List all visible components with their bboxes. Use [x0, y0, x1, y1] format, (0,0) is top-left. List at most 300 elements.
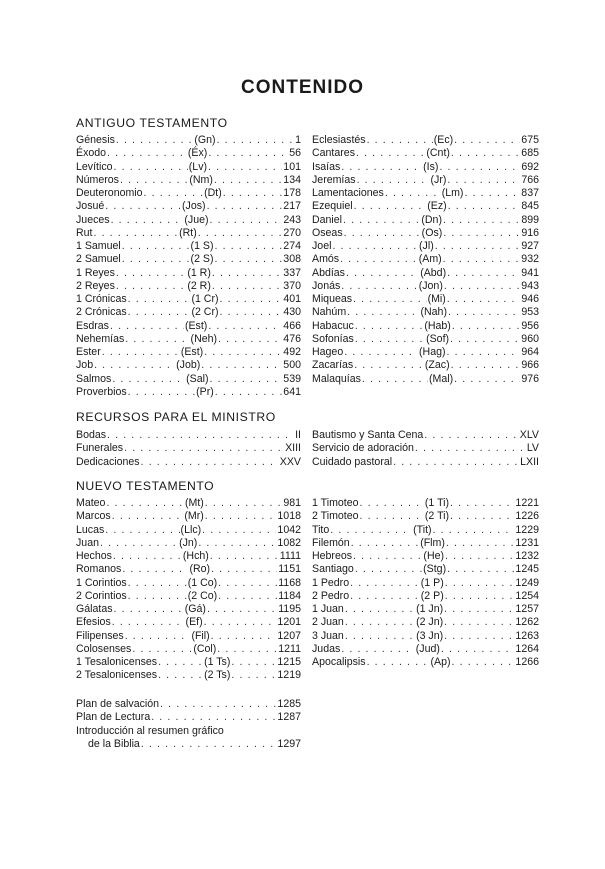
entry-abbreviation: (Jl) [419, 240, 434, 252]
dot-leader [347, 306, 419, 319]
entry-abbreviation: (Llc) [180, 523, 202, 536]
entry-name: Filipenses [76, 629, 124, 642]
dot-leader [354, 359, 424, 372]
entry-name: Miqueas [312, 293, 353, 305]
entry-abbreviation: (Fil) [191, 629, 210, 642]
dot-leader [341, 280, 417, 293]
dot-leader [345, 616, 415, 629]
dot-leader [110, 320, 184, 333]
dot-leader [210, 373, 283, 386]
entry-name: Isaías [312, 160, 341, 173]
old-testament-entry [76, 147, 301, 160]
old-testament-entry [76, 161, 301, 174]
dot-leader [447, 563, 514, 576]
new-testament-entry [312, 643, 539, 656]
entry-name: Marcos [76, 510, 111, 523]
entry-name: Dedicaciones [76, 455, 140, 468]
dot-leader [231, 669, 276, 682]
entry-abbreviation: (Mi) [427, 293, 446, 305]
entry-page: 960 [521, 332, 539, 345]
resource-entry [76, 456, 301, 469]
dot-leader [445, 590, 515, 603]
old-testament-entry [312, 147, 539, 160]
new-testament-entry [76, 510, 301, 523]
entry-page: 1018 [277, 510, 301, 523]
entry-name: Ester [76, 346, 101, 358]
dot-leader [125, 333, 189, 346]
entry-page: 1232 [515, 550, 539, 562]
entry-abbreviation: (2 P) [420, 589, 444, 602]
dot-leader [341, 643, 415, 656]
entry-abbreviation: (Mr) [184, 510, 204, 523]
entry-name: de la Biblia [88, 737, 140, 750]
entry-abbreviation: (Ap) [430, 656, 451, 668]
entry-page: 837 [521, 187, 539, 199]
dot-leader [122, 253, 190, 266]
entry-page: 430 [283, 306, 301, 319]
old-testament-entry [312, 253, 539, 266]
old-testament-entry [76, 320, 301, 333]
dot-leader [360, 510, 424, 523]
resource-entry [76, 429, 301, 442]
dot-leader [353, 550, 422, 563]
entry-page: 966 [521, 359, 539, 372]
dot-leader [447, 267, 520, 280]
entry-page: 1082 [277, 536, 301, 549]
entry-name: 1 Corintios [76, 576, 127, 589]
old-testament-entry [76, 200, 301, 213]
dot-leader [122, 240, 190, 253]
dot-leader [415, 442, 526, 455]
dot-leader [210, 550, 279, 563]
entry-page: 916 [521, 226, 539, 239]
entry-abbreviation: (Zac) [424, 359, 450, 372]
entry-name: Gálatas [76, 603, 113, 615]
entry-page: 1207 [277, 629, 301, 642]
dot-leader [220, 306, 283, 319]
old-testament-entry [312, 134, 539, 147]
entry-name: 2 Reyes [76, 279, 115, 292]
entry-page: 956 [521, 319, 539, 332]
entry-abbreviation: (Flm) [420, 536, 445, 549]
dot-leader [160, 698, 276, 711]
entry-page: 1226 [515, 510, 539, 523]
dot-leader [211, 563, 277, 576]
new-testament-entry [312, 630, 539, 643]
resource-entry [76, 442, 301, 455]
entry-name: Hageo [312, 346, 344, 358]
entry-page: XIII [285, 442, 301, 455]
entry-page: 1219 [277, 669, 301, 682]
dot-leader [107, 147, 187, 160]
entry-page: 1215 [277, 656, 301, 668]
old-testament-entry [312, 187, 539, 200]
entry-abbreviation: (1 Ts) [204, 656, 231, 668]
entry-page: 1042 [277, 523, 301, 536]
entry-abbreviation: (Pr) [196, 385, 214, 398]
old-testament-entry [312, 240, 539, 253]
entry-abbreviation: (Ef) [185, 616, 203, 629]
entry-name: Amós [312, 253, 340, 266]
dot-leader [332, 240, 418, 253]
entry-abbreviation: (Hab) [424, 319, 451, 332]
dot-leader [451, 359, 521, 372]
entry-abbreviation: (Dt) [204, 187, 222, 199]
entry-page: 370 [283, 279, 301, 292]
entry-name: 2 Pedro [312, 589, 350, 602]
entry-page: 1151 [278, 563, 301, 576]
entry-name: Hebreos [312, 550, 353, 562]
old-testament-entry [76, 240, 301, 253]
dot-leader [223, 187, 283, 200]
dot-leader [444, 616, 514, 629]
entry-abbreviation: (1 Ti) [424, 497, 450, 509]
entry-page: 1287 [277, 711, 301, 724]
entry-page: 274 [283, 240, 301, 252]
entry-abbreviation: (Mt) [184, 497, 204, 509]
entry-page: 981 [283, 497, 301, 509]
dot-leader [444, 280, 520, 293]
dot-leader [353, 293, 427, 306]
dot-leader [452, 656, 515, 669]
dot-leader [344, 227, 421, 240]
entry-abbreviation: (Am) [418, 253, 442, 266]
dot-leader [208, 147, 288, 160]
dot-leader [215, 386, 283, 399]
entry-page: 1285 [277, 698, 301, 710]
dot-leader [444, 603, 514, 616]
dot-leader [128, 590, 187, 603]
resource-entry [312, 456, 539, 469]
entry-abbreviation: (Jud) [415, 642, 440, 655]
entry-page: 308 [283, 253, 301, 266]
dot-leader [158, 669, 203, 682]
dot-leader [330, 524, 412, 537]
dot-leader [454, 134, 520, 147]
new-testament-entry [312, 563, 539, 576]
dot-leader [344, 346, 418, 359]
entry-name: 2 Tesalonicenses [76, 669, 158, 682]
old-testament-entry [76, 373, 301, 386]
entry-abbreviation: (Éx) [187, 147, 208, 160]
old-testament-entry [312, 227, 539, 240]
entry-page: 466 [283, 319, 301, 332]
entry-abbreviation: (Est) [180, 346, 204, 358]
entry-page: 899 [521, 213, 539, 226]
entry-abbreviation: (Neh) [190, 332, 218, 345]
dot-leader [120, 174, 188, 187]
entry-page: 845 [521, 200, 539, 213]
entry-name: Joel [312, 240, 332, 252]
entry-name: Daniel [312, 213, 343, 226]
entry-page: 56 [289, 147, 301, 160]
dot-leader [341, 161, 422, 174]
dot-leader [343, 214, 420, 227]
entry-name: 1 Timoteo [312, 497, 359, 509]
extras-list [76, 698, 301, 751]
entry-name: Juan [76, 536, 99, 549]
dot-leader [433, 524, 515, 537]
entry-abbreviation: (2 Ti) [424, 510, 450, 523]
old-testament-entry [76, 174, 301, 187]
dot-leader [340, 253, 418, 266]
dot-leader [350, 577, 420, 590]
entry-name: 2 Juan [312, 616, 344, 629]
dot-leader [124, 442, 284, 455]
dot-leader [105, 524, 179, 537]
dot-leader [106, 497, 184, 510]
entry-name: Malaquías [312, 372, 361, 385]
entry-name: Tito [312, 523, 330, 536]
dot-leader [116, 280, 186, 293]
entry-name: 2 Timoteo [312, 510, 359, 523]
old-testament-entry [312, 359, 539, 372]
dot-leader [218, 333, 282, 346]
dot-leader [205, 497, 283, 510]
dot-leader [447, 346, 521, 359]
dot-leader [141, 456, 279, 469]
dot-leader [356, 147, 425, 160]
extra-entry [76, 698, 301, 711]
dot-leader [441, 643, 515, 656]
dot-leader [447, 293, 521, 306]
entry-name: 1 Juan [312, 603, 344, 615]
entry-abbreviation: (Ec) [433, 134, 454, 146]
entry-abbreviation: (Jos) [182, 200, 206, 213]
dot-leader [446, 537, 515, 550]
dot-leader [198, 227, 283, 240]
dot-leader [452, 320, 521, 333]
old-testament-entry [312, 333, 539, 346]
entry-name: Bautismo y Santa Cena [312, 429, 424, 441]
entry-abbreviation: (Ro) [189, 563, 211, 576]
old-testament-entry [312, 280, 539, 293]
dot-leader [144, 187, 204, 200]
dot-leader [116, 267, 186, 280]
entry-page: 1184 [278, 589, 301, 602]
dot-leader [204, 346, 282, 359]
entry-abbreviation: (2 Co) [187, 589, 218, 602]
entry-name: Job [76, 359, 94, 372]
dot-leader [112, 616, 185, 629]
entry-name: Salmos [76, 372, 112, 385]
old-testament-right-column [312, 134, 539, 386]
entry-page: 1229 [515, 523, 539, 536]
entry-name: Eclesiastés [312, 134, 366, 146]
entry-name: Sofonías [312, 332, 354, 345]
dot-leader [439, 161, 520, 174]
new-testament-entry [312, 577, 539, 590]
dot-leader [355, 320, 424, 333]
dot-leader [210, 214, 283, 227]
entry-name: 1 Samuel [76, 240, 121, 252]
entry-page: 675 [521, 134, 539, 146]
entry-abbreviation: (Sal) [186, 372, 209, 385]
old-testament-entry [312, 174, 539, 187]
new-testament-entry [76, 537, 301, 550]
entry-abbreviation: (Is) [423, 160, 439, 173]
dot-leader [132, 643, 192, 656]
dot-leader [212, 267, 282, 280]
new-testament-entry [312, 497, 539, 510]
new-testament-entry [312, 656, 539, 669]
entry-name: Levítico [76, 160, 113, 173]
entry-name: Jueces [76, 213, 110, 226]
entry-page: LV [526, 442, 539, 455]
entry-page: 270 [283, 226, 301, 239]
entry-name: Rut [76, 226, 93, 239]
dot-leader [151, 711, 276, 724]
dot-leader [128, 306, 191, 319]
entry-name: Romanos [76, 563, 122, 576]
resource-entry [312, 442, 539, 455]
dot-leader [443, 227, 520, 240]
entry-abbreviation: (Jn) [179, 536, 198, 549]
entry-name: Apocalipsis [312, 656, 366, 668]
entry-name: 2 Samuel [76, 253, 121, 266]
dot-leader [354, 200, 427, 213]
old-testament-entry [76, 333, 301, 346]
dot-leader [114, 161, 188, 174]
dot-leader [112, 373, 185, 386]
entry-abbreviation: (Os) [421, 226, 443, 239]
entry-page: 943 [521, 279, 539, 292]
entry-abbreviation: (Hag) [419, 346, 446, 358]
entry-page: 927 [521, 240, 539, 252]
dot-leader [201, 359, 282, 372]
dot-leader [447, 174, 520, 187]
old-testament-entry [76, 386, 301, 399]
dot-leader [128, 293, 191, 306]
entry-name: Plan de Lectura [76, 711, 151, 724]
dot-leader [158, 656, 203, 669]
entry-abbreviation: (2 S) [190, 253, 214, 266]
dot-leader [125, 630, 191, 643]
old-testament-entry [76, 293, 301, 306]
dot-leader [202, 524, 276, 537]
entry-abbreviation: (Job) [176, 359, 201, 372]
entry-page: 1249 [515, 576, 539, 589]
entry-page: 976 [521, 372, 539, 385]
entry-page: 1 [295, 134, 301, 146]
resources-right-column [312, 429, 539, 469]
new-testament-entry [76, 669, 301, 682]
resources-heading: RECURSOS PARA EL MINISTRO [76, 410, 276, 424]
dot-leader [116, 134, 194, 147]
entry-page: II [295, 429, 301, 441]
old-testament-entry [76, 227, 301, 240]
entry-abbreviation: (Jon) [418, 279, 443, 292]
entry-page: 178 [283, 187, 301, 199]
old-testament-entry [312, 373, 539, 386]
entry-page: 1254 [515, 589, 539, 602]
old-testament-entry [76, 280, 301, 293]
new-testament-entry [76, 590, 301, 603]
dot-leader [464, 187, 520, 200]
page-title: CONTENIDO [241, 77, 364, 98]
dot-leader [393, 456, 519, 469]
entry-page: 1211 [278, 642, 301, 655]
extra-multiline-entry [76, 738, 301, 751]
entry-abbreviation: (Nah) [420, 306, 447, 319]
dot-leader [355, 333, 425, 346]
dot-leader [212, 280, 282, 293]
dot-leader [355, 563, 422, 576]
entry-abbreviation: (Mal) [429, 372, 454, 385]
entry-abbreviation: (Dn) [421, 213, 442, 226]
old-testament-entry [312, 161, 539, 174]
entry-name: Hechos [76, 550, 112, 562]
dot-leader [122, 563, 188, 576]
dot-leader [214, 174, 282, 187]
dot-leader [448, 306, 520, 319]
dot-leader [218, 590, 277, 603]
entry-page: XLV [519, 429, 539, 441]
dot-leader [385, 187, 441, 200]
entry-abbreviation: (1 R) [187, 266, 211, 279]
entry-page: 766 [521, 173, 539, 186]
dot-leader [357, 174, 430, 187]
entry-abbreviation: (Hch) [182, 550, 209, 562]
entry-name: Bodas [76, 429, 107, 441]
dot-leader [208, 320, 282, 333]
entry-page: 946 [521, 293, 539, 305]
old-testament-entry [312, 200, 539, 213]
entry-abbreviation: (Sof) [426, 332, 450, 345]
dot-leader [346, 267, 419, 280]
entry-name: Lamentaciones [312, 187, 384, 199]
dot-leader [360, 497, 424, 510]
entry-name: Proverbios [76, 385, 127, 398]
entry-name: 1 Tesalonicenses [76, 656, 158, 668]
entry-name: Judas [312, 642, 341, 655]
new-testament-entry [76, 497, 301, 510]
entry-name: Nahúm [312, 306, 347, 319]
entry-name: Ezequiel [312, 200, 353, 213]
new-testament-entry [312, 524, 539, 537]
entry-name: Habacuc [312, 319, 354, 332]
new-testament-entry [76, 563, 301, 576]
dot-leader [450, 510, 514, 523]
old-testament-entry [76, 267, 301, 280]
dot-leader [443, 253, 521, 266]
entry-page: 685 [521, 147, 539, 160]
new-testament-entry [312, 590, 539, 603]
entry-name: Jonás [312, 279, 341, 292]
dot-leader [362, 373, 428, 386]
entry-page: XXV [279, 455, 301, 468]
entry-name: Números [76, 173, 119, 186]
new-testament-entry [76, 630, 301, 643]
entry-name: Plan de salvación [76, 698, 160, 710]
entry-abbreviation: (Jue) [184, 213, 209, 226]
entry-abbreviation: (1 Cr) [191, 293, 219, 305]
entry-abbreviation: (Stg) [423, 563, 447, 576]
dot-leader [435, 240, 521, 253]
dot-leader [450, 497, 514, 510]
entry-page: 1231 [515, 536, 539, 549]
entry-abbreviation: (Gn) [194, 134, 216, 146]
extra-multiline-line1: Introducción al resumen gráfico [76, 724, 224, 737]
entry-page: 641 [283, 385, 301, 398]
entry-page: 1168 [278, 576, 301, 589]
entry-page: 1245 [515, 563, 539, 576]
dot-leader [128, 386, 196, 399]
entry-page: 932 [521, 253, 539, 266]
entry-name: 1 Pedro [312, 576, 350, 589]
entry-abbreviation: (Jr) [430, 173, 447, 186]
old-testament-entry [76, 134, 301, 147]
